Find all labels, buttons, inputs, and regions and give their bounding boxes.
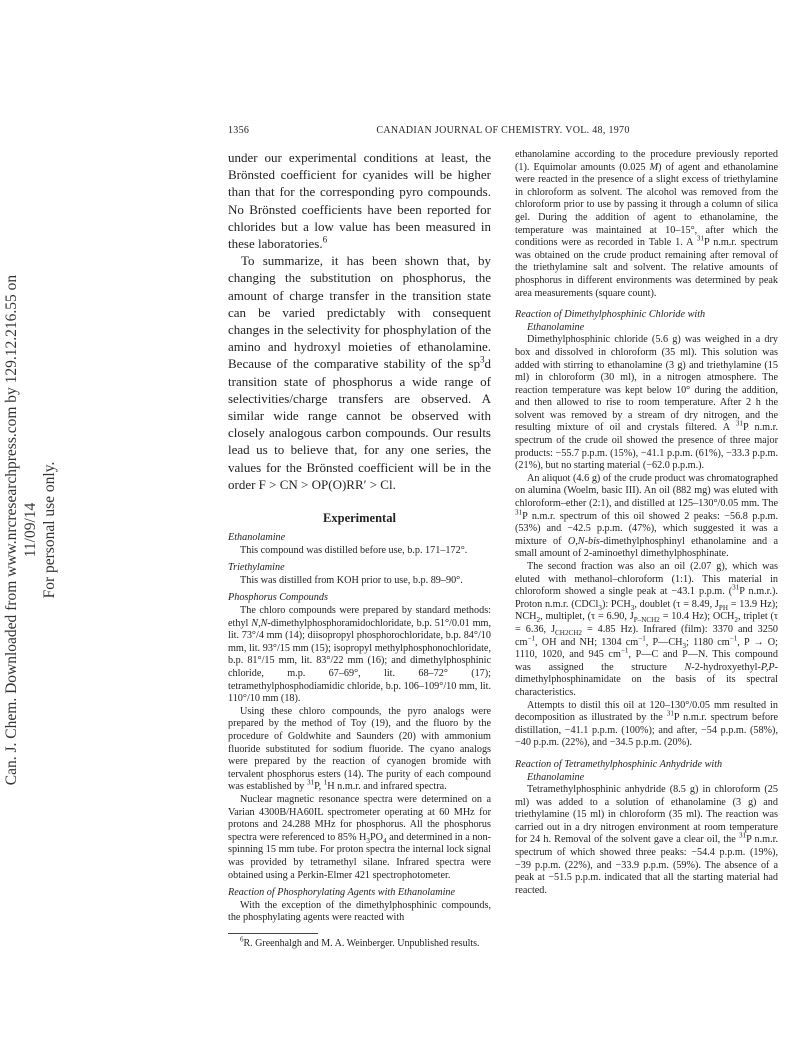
subsection-heading: Triethylamine: [228, 562, 285, 574]
text: , doublet (τ = 8.49, J: [634, 598, 719, 610]
text: ethanolamine according to the procedure previously reported (1). Equimolar amounts (0.025: [515, 149, 778, 173]
superscript: 31: [738, 832, 747, 841]
conclusion-text: [228, 149, 491, 493]
text: d transition state of phosphorus a wide range of selectivities/charge transfers are observed. A similar wide range cannot be observed with closely analogous carbon compounds. Our results lead us to believe that, for any one series, the values for the Brönsted coefficient will be in the order F > CN > OP(O)RR′ > Cl.: [228, 356, 491, 492]
italic-text: P,P: [760, 661, 775, 673]
text: Tetramethylphosphinic anhydride (8.5 g) in chloroform (25 ml) was added to a solution of ethanolamine (3 g) and triethylamine (15 ml) in chloroform (35 ml). The reaction was carried out in a dry nitrogen environment at room temperature for 24 h. Removal of the solvent gave a clear oil, the: [515, 784, 778, 846]
text: , triplet (τ = 6.36, J: [515, 611, 778, 635]
paragraph: [515, 473, 778, 561]
subsection-heading: Phosphorus Compounds: [228, 592, 328, 604]
paragraph: [515, 784, 778, 897]
text: under our experimental conditions at least, the Brönsted coefficient for cyanides will be higher than that for the corresponding pyro compounds. No Brönsted coefficients have been reported for chlorides but a low value has been measured in these laboratories.: [228, 150, 491, 252]
subsection-heading: Reaction of Phosphorylating Agents with Ethanolamine: [228, 887, 456, 899]
footnote-rule: [228, 933, 318, 934]
footnote-number: 6: [240, 935, 244, 944]
text: An aliquot (4.6 g) of the crude product was chromatographed on alumina (Woelm, basic III). An oil (882 mg) was eluted with chloroform–ether (2:1), and distilled at 125–130°/0.05 mm. The: [515, 472, 778, 510]
paragraph: [228, 605, 491, 706]
italic-text: N,N: [251, 617, 268, 629]
superscript: 1: [323, 778, 328, 787]
paragraph: [228, 149, 491, 252]
text: -dimethylphosphoramidochloridate, b.p. 51°/0.01 mm, lit. 73°/4 mm (14); diisopropyl phosphorochloridate, b.p. 84°/10 mm, lit. 93°/15 mm (15); isopropyl methylphosphonochloridate, b.p. 81°/15 mm, lit. 83°/22 mm (16); and dimethylphosphinic chloride, m.p. 67–69°, lit. 68–72° (17); tetramethylphosphodiamidic chloride, b.p. 106–109°/10 mm, lit. 110°/10 mm (18).: [228, 617, 491, 705]
text: P,: [314, 781, 324, 793]
text: ) of agent and ethanolamine were reacted in the presence of a slight excess of triethylamine in chloroform as solvent. The alcohol was removed from the chloroform prior to use by passing it through a column of silica gel. During the addition of agent to ethanolamine, the temperature was maintained at 10–15°, after which the conditions were as recorded in Table 1. A: [515, 161, 779, 249]
paragraph: [228, 794, 491, 882]
text: , P—C and P—N. This compound was assigned the structure: [515, 649, 778, 673]
superscript: 31: [732, 583, 740, 592]
text: PO: [369, 831, 383, 843]
text: and determined in a non-spinning 15 mm tube. For proton spectra the internal lock signal was provided by tetramethyl silane. Infrared spectra were obtained using a Perkin-Elmer 421 spectrophotometer.: [228, 831, 491, 881]
text: P n.m.r. spectrum of this oil showed 2 peaks: −56.8 p.p.m. (53%) and −42.5 p.p.m. (47%), which suggested it was a mixture of: [515, 510, 778, 547]
text: = 10.4 Hz); OCH: [659, 611, 735, 623]
download-watermark: [2, 250, 58, 810]
text: The chloro compounds were prepared by standard methods: ethyl: [228, 605, 491, 629]
paragraph: With the exception of the dimethylphosphinic compounds, the phosphylating agents were reacted with: [228, 899, 491, 924]
subsection-heading: Reaction of Dimethylphosphinic Chloride with: [515, 309, 706, 321]
subsection-heading-cont: Ethanolamine: [527, 771, 585, 783]
running-header: [228, 125, 778, 141]
paragraph: This compound was distilled before use, b.p. 171–172°.: [240, 544, 468, 556]
paragraph: [515, 700, 778, 750]
text: Nuclear magnetic resonance spectra were determined on a Varian 4300B/HA60IL spectrometer operating at 60 MHz for protons and 24.288 MHz for phosphorus. All the phosphorus spectra were referenced to 85% H: [228, 793, 491, 843]
subscript: 3: [630, 603, 635, 612]
text: ; 1180 cm: [686, 636, 730, 648]
italic-text: N: [684, 661, 692, 673]
subscript: 3: [598, 603, 602, 612]
text: , P—CH: [645, 636, 683, 648]
text: Dimethylphosphinic chloride (5.6 g) was weighed in a dry box and dissolved in chloroform (35 ml). This solution was added with stirring to ethanolamine (3 g) and triethylamine (15 ml) in chloroform (30 ml), in a nitrogen atmosphere. The reaction temperature was kept below 10° during the addition, and then allowed to rise to room temperature. After 2 h the solvent was removed by a stream of dry nitrogen, and the resulting mixture of oil and crystals filtered. A: [515, 334, 778, 434]
text: , multiplet, (τ = 6.90, J: [540, 611, 634, 623]
subscript: 4: [382, 836, 387, 845]
subscript: PH: [718, 603, 728, 612]
left-column: [228, 149, 491, 950]
experimental-text-continued: [515, 149, 778, 897]
text: P n.m.r. spectrum of which showed three peaks: −54.4 p.p.m. (19%), −39 p.p.m. (22%), and −33.9 p.p.m. (59%). The absence of a peak at −51.5 p.p.m. indicated that all the starting material had reacted.: [515, 834, 779, 896]
footnote-ref: 6: [322, 234, 328, 245]
subscript: 2: [536, 616, 541, 625]
text: P n.m.r. spectrum was obtained on the crude product remaining after removal of the triethylamine salt and solvent. The relative amounts of phosphorus in different environments was determined by peak area measurements (square count).: [515, 237, 778, 299]
subscript: 3: [366, 836, 370, 845]
text: -2-hydroxyethyl-: [691, 661, 761, 673]
subsection-heading: Reaction of Tetramethylphosphinic Anhydride with: [515, 758, 723, 770]
subsection-heading: Ethanolamine: [228, 532, 286, 544]
superscript: 31: [666, 709, 674, 718]
text: = 13.9 Hz); NCH: [515, 598, 778, 623]
italic-text: O,N-bis: [567, 535, 600, 547]
text: To summarize, it has been shown that, by changing the substitution on phosphorus, the amount of charge transfer in the transition state can be varied predictably with consequent changes in the selectivity for phosphylation of the amino and hydroxyl moieties of ethanolamine. Because of the comparative stability of the sp: [228, 253, 491, 372]
superscript: 31: [696, 234, 705, 243]
paragraph: [515, 561, 778, 700]
subscript: 3: [682, 641, 687, 650]
superscript: 3: [479, 355, 485, 366]
section-heading: Experimental: [323, 511, 396, 526]
text: Attempts to distil this oil at 120–130°/0.05 mm resulted in decomposition as illustrated by the: [515, 699, 778, 724]
experimental-text: [228, 532, 491, 950]
subscript: CH2CH2: [555, 629, 582, 637]
text: P n.m.r. spectrum before distillation, −41.1 p.p.m. (100%); and after, −54 p.p.m. (58%), −40 p.p.m. (22%), and −34.5 p.p.m. (20%).: [515, 712, 778, 749]
journal-title: CANADIAN JOURNAL OF CHEMISTRY. VOL. 48, 1970: [376, 125, 630, 136]
personal-use-notice: For personal use only.: [41, 461, 58, 599]
text: , OH and NH; 1304 cm: [535, 636, 639, 648]
paragraph: [228, 706, 491, 794]
paragraph: This was distilled from KOH prior to use, b.p. 89–90°.: [240, 574, 463, 586]
superscript: −1: [527, 634, 536, 643]
superscript: 31: [735, 420, 743, 429]
subscript: P–NCH2: [633, 616, 660, 625]
text: Using these chloro compounds, the pyro analogs were prepared by the method of Toy (19), and the fluoro by the procedure of Goldwhite and Saunders (20) with ammonium fluoride substituted for sodium fluoride. The cyano analogs were prepared by the reaction of cyanogen bromide with tervalent phosphorus esters (14). The purity of each compound was established by: [228, 705, 491, 793]
superscript: 31: [515, 508, 523, 517]
superscript: −1: [729, 634, 738, 643]
paragraph: [228, 252, 491, 493]
superscript: 31: [306, 778, 315, 787]
text: , P → O; 1110, 1020, and 945 cm: [515, 636, 778, 661]
text: = 4.85 Hz). Infrared (film): 3370 and 3250 cm: [515, 623, 779, 648]
subscript: 2: [734, 616, 738, 625]
text: -dimethylphosphinyl ethanolamine and a small amount of 2-aminoethyl dimethylphosphinate.: [515, 535, 778, 560]
download-notice: Can. J. Chem. Downloaded from www.nrcresearchpress.com by 129.12.216.55 on 11/09/14: [3, 274, 39, 786]
footnote: [228, 935, 491, 950]
text: ): PCH: [601, 598, 631, 610]
text: -dimethylphosphinamidate on the basis of its spectral characteristics.: [515, 661, 778, 698]
right-column: [515, 149, 778, 897]
text: The second fraction was also an oil (2.07 g), which was eluted with methanol–chloroform (1:1). This material in chloroform showed a single peak at −43.1 p.p.m. (: [515, 561, 778, 598]
page-number: 1356: [228, 125, 250, 136]
footnote-text: R. Greenhalgh and M. A. Weinberger. Unpublished results.: [243, 937, 480, 949]
subsection-heading-cont: Ethanolamine: [527, 321, 585, 333]
text: P n.m.r.). Proton n.m.r. (CDCl: [515, 586, 778, 610]
italic-text: M: [649, 161, 659, 173]
superscript: −1: [620, 646, 629, 655]
text: P n.m.r. spectrum of the crude oil showed the presence of three major products: −55.7 p.p.m. (15%), −41.1 p.p.m. (61%), −33.3 p.p.m. (21%), but no starting material (−62.0 p.p.m.).: [515, 422, 778, 472]
text: H n.m.r. and infrared spectra.: [327, 781, 447, 793]
paragraph: [515, 149, 778, 300]
paragraph: [515, 334, 778, 473]
superscript: −1: [638, 634, 646, 643]
